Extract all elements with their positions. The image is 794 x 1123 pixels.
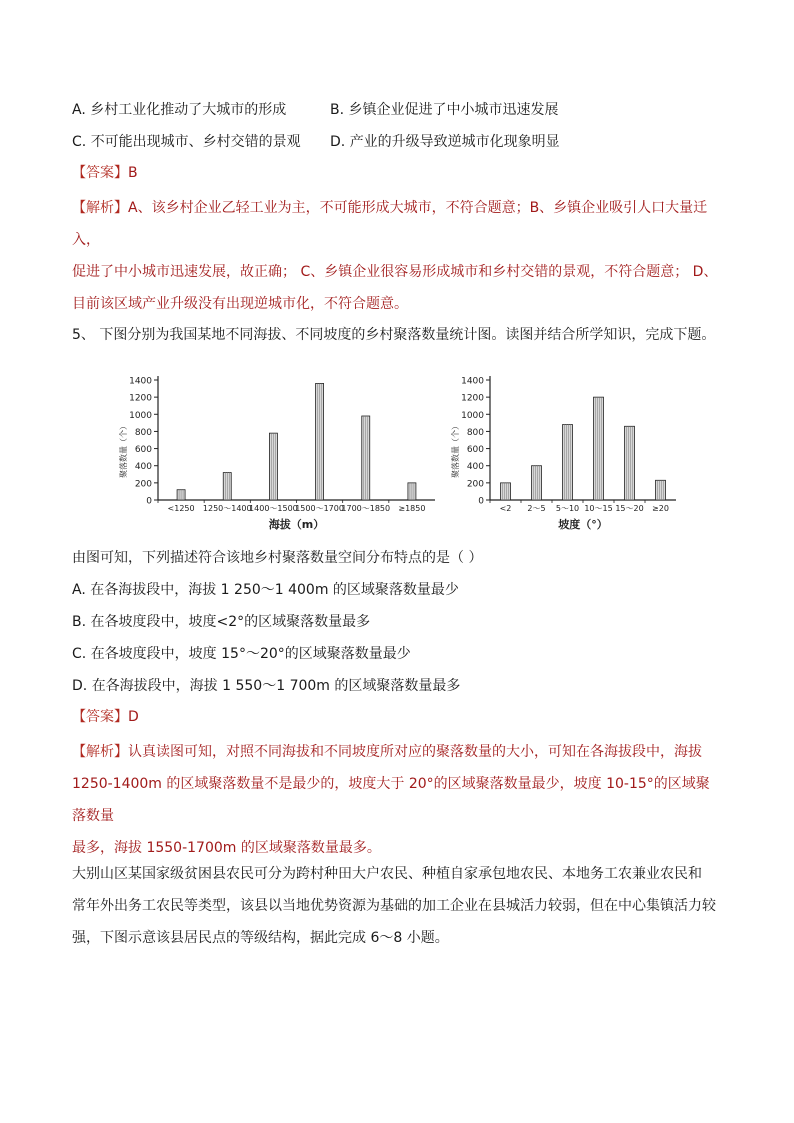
y-tick-label: 800 [134,427,152,438]
x-tick-label: <2 [499,504,512,513]
bar [563,425,573,500]
analysis-line-2: 促进了中小城市迅速发展，故正确； C、乡镇企业很容易形成城市和乡村交错的景观，不符合题意； D、 [72,264,718,280]
q4-option-d [330,132,560,152]
x-tick-label: <1250 [167,504,195,513]
option-text: 在各海拔段中，海拔 1 550～1 700m 的区域聚落数量最多 [91,678,461,694]
q4-option-a [72,100,286,120]
x-tick-label: 1700～1850 [341,504,391,513]
option-letter: C. [72,646,87,662]
x-tick-label: 1400～1500 [249,504,298,513]
option-letter: A. [72,102,86,118]
x-axis-label: 坡度（°） [558,518,608,531]
analysis-line-3: 目前该区域产业升级没有出现逆城市化，不符合题意。 [72,296,408,312]
q5-option-b [72,612,370,632]
x-tick-label: 2～5 [527,504,546,513]
option-letter: D. [72,678,88,694]
slope-bar-chart [440,368,690,538]
analysis-text: 认真读图可知，对照不同海拔和不同坡度所对应的聚落数量的大小，可知在各海拔段中，海拔 [128,744,702,760]
option-text: 在各坡度段中，坡度 15°～20°的区域聚落数量最少 [90,646,411,662]
q5-option-c [72,644,411,664]
y-tick-label: 1000 [129,410,152,421]
analysis-label: 【解析】 [72,200,128,216]
x-tick-label: 1500～1700 [295,504,344,513]
x-tick-label: ≥1850 [398,504,426,513]
x-tick-label: 10～15 [584,504,613,513]
q4-analysis [72,192,722,320]
x-axis-label: 海拔（m） [268,518,325,531]
q5-analysis [72,736,722,864]
q5-question: 由图可知，下列描述符合该地乡村聚落数量空间分布特点的是（ ） [72,550,483,566]
x-tick-label: 15～20 [615,504,644,513]
q5-answer [72,707,139,727]
analysis-text: A、该乡村企业乙轻工业为主，不可能形成大城市，不符合题意；B、乡镇企业吸引人口大量迁入， [72,200,708,248]
analysis-line-1 [72,736,722,768]
next-passage [72,858,722,954]
y-tick-label: 800 [466,427,484,438]
option-letter: D. [330,134,346,150]
bar [532,466,542,500]
option-text: 在各海拔段中，海拔 1 250～1 400m 的区域聚落数量最少 [90,582,459,598]
y-tick-label: 600 [134,445,152,456]
bar [625,426,635,500]
option-text: 在各坡度段中，坡度<2°的区域聚落数量最多 [90,614,371,630]
y-tick-label: 1200 [129,393,152,404]
y-tick-label: 1000 [461,410,484,421]
passage-line-2: 常年外出务工农民等类型，该县以当地优势资源为基础的加工企业在县城活力较弱，但在中心集镇活力较 [72,898,716,914]
q5-stem: 5、 下图分别为我国某地不同海拔、不同坡度的乡村聚落数量统计图。读图并结合所学知识，完成下题。 [72,327,716,343]
y-tick-label: 200 [134,479,152,490]
passage-line-3: 强，下图示意该县居民点的等级结构，据此完成 6～8 小题。 [72,930,449,946]
option-letter: A. [72,582,86,598]
passage-line-1: 大别山区某国家级贫困县农民可分为跨村种田大户农民、种植自家承包地农民、本地务工农兼业农民和 [72,866,702,882]
bar [501,483,511,500]
y-tick-label: 600 [466,445,484,456]
bar [594,397,604,500]
y-tick-label: 400 [134,462,152,473]
y-tick-label: 1400 [129,376,152,387]
q5-option-a [72,580,459,600]
analysis-line-1 [72,192,722,256]
bar [656,480,666,500]
analysis-label: 【解析】 [72,744,128,760]
x-tick-label: 1250～1400 [202,504,252,513]
y-tick-label: 0 [146,496,152,507]
option-text: 产业的升级导致逆城市化现象明显 [349,134,560,150]
y-tick-label: 0 [478,496,484,507]
analysis-line-3: 最多，海拔 1550-1700m 的区域聚落数量最多。 [72,840,381,856]
option-text: 不可能出现城市、乡村交错的景观 [90,134,301,150]
x-tick-label: 5～10 [555,504,580,513]
answer-label: 【答案】 [72,709,128,725]
answer-label: 【答案】 [72,165,128,181]
y-axis-label: 聚落数量（个） [119,422,128,478]
q5-option-d [72,676,460,696]
q4-option-c [72,132,301,152]
altitude-bar-chart [110,368,440,538]
y-tick-label: 1200 [461,393,484,404]
x-tick-label: ≥20 [652,504,669,513]
answer-value: B [128,165,138,181]
option-letter: C. [72,134,87,150]
option-text: 乡镇企业促进了中小城市迅速发展 [348,102,559,118]
option-letter: B. [330,102,345,118]
option-letter: B. [72,614,87,630]
q4-option-b [330,100,559,120]
y-tick-label: 200 [466,479,484,490]
option-text: 乡村工业化推动了大城市的形成 [90,102,287,118]
q4-answer [72,163,138,183]
y-axis-label: 聚落数量（个） [451,422,460,478]
answer-value: D [128,709,139,725]
analysis-line-2: 1250-1400m 的区域聚落数量不是最少的，坡度大于 20°的区域聚落数量最少，坡度 10-15°的区域聚落数量 [72,776,710,824]
y-tick-label: 400 [466,462,484,473]
y-tick-label: 1400 [461,376,484,387]
